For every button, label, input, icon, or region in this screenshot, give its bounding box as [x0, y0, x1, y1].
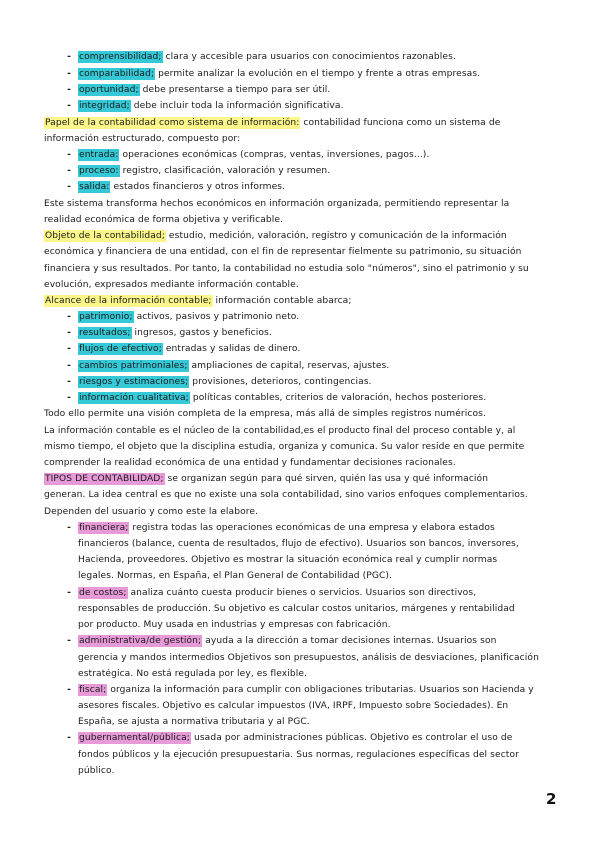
item-continuation: financieros (balance, cuenta de resultados, flujo de efectivo). Usuarios son bancos, inversores, — [78, 539, 519, 549]
item-text: ampliaciones de capital, reservas, ajustes. — [188, 361, 390, 371]
paragraph-line — [44, 228, 564, 244]
item-text: provisiones, deterioros, contingencias. — [189, 377, 372, 387]
highlighted-term: comprensibilidad; — [79, 52, 162, 62]
item-text: políticas contables, criterios de valoración, hechos posteriores. — [189, 393, 487, 403]
paragraph-line: realidad económica de forma objetiva y verificable. — [44, 215, 284, 225]
item-continuation: gerencia y mandos intermedios Objetivos son presupuestos, análisis de desviaciones, planificación — [78, 653, 539, 663]
bullet: - — [67, 685, 71, 695]
paragraph-line: generan. La idea central es que no existe una sola contabilidad, sino varios enfoques complementarios. — [44, 490, 528, 500]
text: información contable abarca; — [212, 296, 352, 306]
paragraph-line: La información contable es el núcleo de la contabilidad,es el producto final del proceso contable y, al — [44, 426, 516, 436]
bullet: - — [67, 328, 71, 338]
paragraph-line: evolución, expresados mediante información contable. — [44, 280, 299, 290]
paragraph-line: información estructurado, compuesto por: — [44, 134, 241, 144]
highlighted-term: proceso: — [79, 166, 119, 176]
paragraph-line — [44, 115, 564, 131]
highlighted-term: fiscal; — [79, 685, 107, 695]
item-text: debe incluir toda la información significativa. — [130, 101, 344, 111]
paragraph-line: Dependen del usuario y como este la elabore. — [44, 507, 259, 517]
highlighted-term: entrada: — [79, 150, 119, 160]
bullet: - — [67, 150, 71, 160]
bullet: - — [67, 393, 71, 403]
section-heading: Alcance de la información contable; — [45, 296, 212, 306]
section-heading: Papel de la contabilidad como sistema de información: — [45, 118, 300, 128]
highlighted-term: resultados; — [79, 328, 131, 338]
bullet: - — [67, 588, 71, 598]
bullet: - — [67, 636, 71, 646]
item-text: activos, pasivos y patrimonio neto. — [133, 312, 300, 322]
text: se organizan según para qué sirven, quién las usa y qué información — [164, 474, 489, 484]
bullet: - — [67, 361, 71, 371]
bullet: - — [67, 85, 71, 95]
bullet: - — [67, 377, 71, 387]
item-continuation: estratégica. No está regulada por ley, es flexible. — [78, 669, 308, 679]
bullet: - — [67, 69, 71, 79]
highlighted-term: gubernamental/pública; — [79, 733, 190, 743]
highlighted-term: oportunidad; — [79, 85, 139, 95]
paragraph-line: comprender la realidad económica de una entidad y fundamentar decisiones racionales. — [44, 458, 456, 468]
highlighted-term: patrimonio; — [79, 312, 133, 322]
section-heading: TIPOS DE CONTABILIDAD; — [45, 474, 164, 484]
item-continuation: responsables de producción. Su objetivo es calcular costos unitarios, márgenes y rentabilidad — [78, 604, 515, 614]
bullet: - — [67, 101, 71, 111]
paragraph-line: económica y financiera de una entidad, con el fin de representar fielmente su patrimonio, su situación — [44, 247, 522, 257]
paragraph-line — [44, 293, 564, 309]
paragraph-line: financiera y sus resultados. Por tanto, la contabilidad no estudia solo "números", sino el patrimonio y su — [44, 264, 529, 274]
item-text: estados financieros y otros informes. — [110, 182, 286, 192]
item-text: ayuda a la dirección a tomar decisiones internas. Usuarios son — [202, 636, 497, 646]
item-continuation: asesores fiscales. Objetivo es calcular impuestos (IVA, IRPF, Impuesto sobre Sociedades). En — [78, 701, 509, 711]
highlighted-term: administrativa/de gestión; — [79, 636, 202, 646]
paragraph-line: mismo tiempo, el objeto que la disciplina estudia, organiza y comunica. Su valor reside en que permite — [44, 442, 525, 452]
item-text: registro, clasificación, valoración y resumen. — [119, 166, 331, 176]
highlighted-term: salida: — [79, 182, 110, 192]
highlighted-term: comparabilidad; — [79, 69, 155, 79]
bullet: - — [67, 733, 71, 743]
bullet: - — [67, 166, 71, 176]
page-number: 2 — [546, 790, 557, 808]
item-continuation: España, se ajusta a normativa tributaria y al PGC. — [78, 717, 310, 727]
bullet: - — [67, 182, 71, 192]
text: contabilidad funciona como un sistema de — [300, 118, 501, 128]
section-heading: Objeto de la contabilidad; — [45, 231, 165, 241]
item-text: operaciones económicas (compras, ventas, inversiones, pagos...). — [119, 150, 430, 160]
item-continuation: por producto. Muy usada en industrias y empresas con fabricación. — [78, 620, 391, 630]
highlighted-term: información cualitativa; — [79, 393, 189, 403]
item-text: ingresos, gastos y beneficios. — [131, 328, 272, 338]
highlighted-term: flujos de efectivo; — [79, 344, 162, 354]
bullet: - — [67, 52, 71, 62]
highlighted-term: riesgos y estimaciones; — [79, 377, 189, 387]
item-text: analiza cuánto cuesta producir bienes o servicios. Usuarios son directivos, — [127, 588, 477, 598]
item-continuation: público. — [78, 766, 115, 776]
item-text: debe presentarse a tiempo para ser útil. — [139, 85, 331, 95]
item-continuation: legales. Normas, en España, el Plan General de Contabilidad (PGC). — [78, 571, 393, 581]
item-continuation: Hacienda, proveedores. Objetivo es mostrar la situación económica real y cumplir normas — [78, 555, 498, 565]
highlighted-term: de costos; — [79, 588, 127, 598]
bullet: - — [67, 523, 71, 533]
bullet: - — [67, 344, 71, 354]
item-text: clara y accesible para usuarios con conocimientos razonables. — [162, 52, 456, 62]
item-text: permite analizar la evolución en el tiempo y frente a otras empresas. — [155, 69, 481, 79]
highlighted-term: integridad; — [79, 101, 130, 111]
paragraph-line: Este sistema transforma hechos económicos en información organizada, permitiendo representar la — [44, 199, 510, 209]
highlighted-term: financiera; — [79, 523, 129, 533]
paragraph-line — [44, 471, 564, 487]
highlighted-term: cambios patrimoniales; — [79, 361, 188, 371]
item-text: entradas y salidas de dinero. — [162, 344, 301, 354]
item-text: registra todas las operaciones económicas de una empresa y elabora estados — [129, 523, 495, 533]
paragraph-line: Todo ello permite una visión completa de la empresa, más allá de simples registros numéricos. — [44, 409, 486, 419]
item-continuation: fondos públicos y la ejecución presupuestaria. Sus normas, regulaciones específicas del sector — [78, 750, 519, 760]
item-text: organiza la información para cumplir con obligaciones tributarias. Usuarios son Hacienda y — [107, 685, 534, 695]
bullet: - — [67, 312, 71, 322]
item-text: usada por administraciones públicas. Objetivo es controlar el uso de — [190, 733, 513, 743]
text: estudio, medición, valoración, registro y comunicación de la información — [165, 231, 507, 241]
